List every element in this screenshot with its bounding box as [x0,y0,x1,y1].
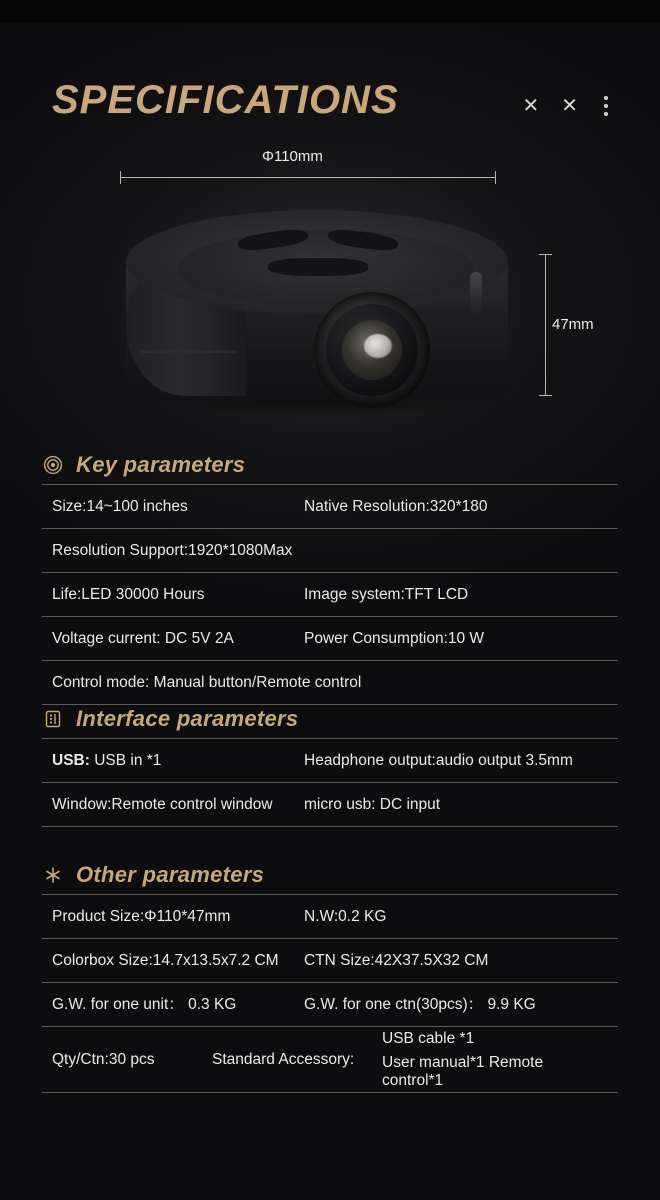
cell-ctn-size: CTN Size:42X37.5X32 CM [304,951,489,969]
section-header [42,706,618,732]
projector-seam [140,350,236,353]
table-row [42,939,618,983]
ports-icon [42,708,64,730]
cell-qty-per-ctn: Qty/Ctn:30 pcs [52,1051,155,1069]
product-image-area [0,130,660,430]
table-row [42,617,618,661]
section-key-parameters [42,452,618,705]
cell-gw-one-ctn: G.W. for one ctn(30pcs)： 9.9 KG [304,995,536,1013]
table-row [42,895,618,939]
projector-side-port [470,272,482,320]
cell-control-mode: Control mode: Manual button/Remote control [52,673,362,691]
cell-life: Life:LED 30000 Hours [52,585,205,603]
other-parameters-table [42,894,618,1093]
projector-lens-glass [342,320,402,380]
section-title: Key parameters [76,452,246,477]
cell-gw-one-unit: G.W. for one unit： 0.3 KG [52,995,237,1013]
dimension-height-line [545,254,546,396]
table-row [42,1027,618,1093]
cell-headphone-output: Headphone output:audio output 3.5mm [304,751,573,769]
table-row [42,485,618,529]
accessory-line-2: User manual*1 Remote control*1 [382,1053,544,1089]
projector-lens [314,292,430,408]
table-row [42,573,618,617]
projector-lens-highlight [364,334,392,358]
page-header [0,36,660,122]
accessory-line-1: USB cable *1 [382,1030,475,1047]
table-row [42,783,618,827]
cell-usb: USB: USB in *1 [52,751,162,769]
target-icon [42,454,64,476]
section-title: Other parameters [76,862,265,887]
section-interface-parameters [42,706,618,827]
cell-size: Size:14~100 inches [52,497,188,515]
cell-native-resolution: Native Resolution:320*180 [304,497,488,515]
top-strip [0,0,660,22]
projector-lens-ring [326,304,418,396]
vent-slot [268,258,368,276]
section-header [42,452,618,478]
section-other-parameters [42,862,618,1093]
dimension-width-line [120,177,496,178]
projector-illustration [118,202,518,422]
kebab-menu-icon[interactable] [600,94,612,118]
close-icon-secondary[interactable]: ✕ [561,95,578,117]
interface-parameters-table [42,738,618,827]
section-title: Interface parameters [76,706,299,731]
table-row [42,739,618,783]
cell-accessory-label: Standard Accessory: [212,1051,355,1069]
asterisk-icon [42,864,64,886]
cell-power-consumption: Power Consumption:10 W [304,629,485,647]
cell-resolution-support: Resolution Support:1920*1080Max [52,541,293,559]
close-icon[interactable]: ✕ [522,95,540,117]
cell-image-system: Image system:TFT LCD [304,585,469,603]
dimension-width-label: Φ110mm [262,148,323,165]
header-icon-group [522,94,612,118]
cell-accessory-list [374,1027,616,1092]
cell-net-weight: N.W:0.2 KG [304,907,387,925]
cell-window: Window:Remote control window [52,795,273,813]
cell-voltage-current: Voltage current: DC 5V 2A [52,629,234,647]
cell-product-size: Product Size:Φ110*47mm [52,907,231,925]
table-row [42,983,618,1027]
cell-micro-usb: micro usb: DC input [304,795,441,813]
page-title: SPECIFICATIONS [52,78,399,122]
key-parameters-table [42,484,618,705]
table-row [42,661,618,705]
dimension-height-label: 47mm [552,316,594,333]
section-header [42,862,618,888]
cell-colorbox-size: Colorbox Size:14.7x13.5x7.2 CM [52,951,279,969]
table-row [42,529,618,573]
